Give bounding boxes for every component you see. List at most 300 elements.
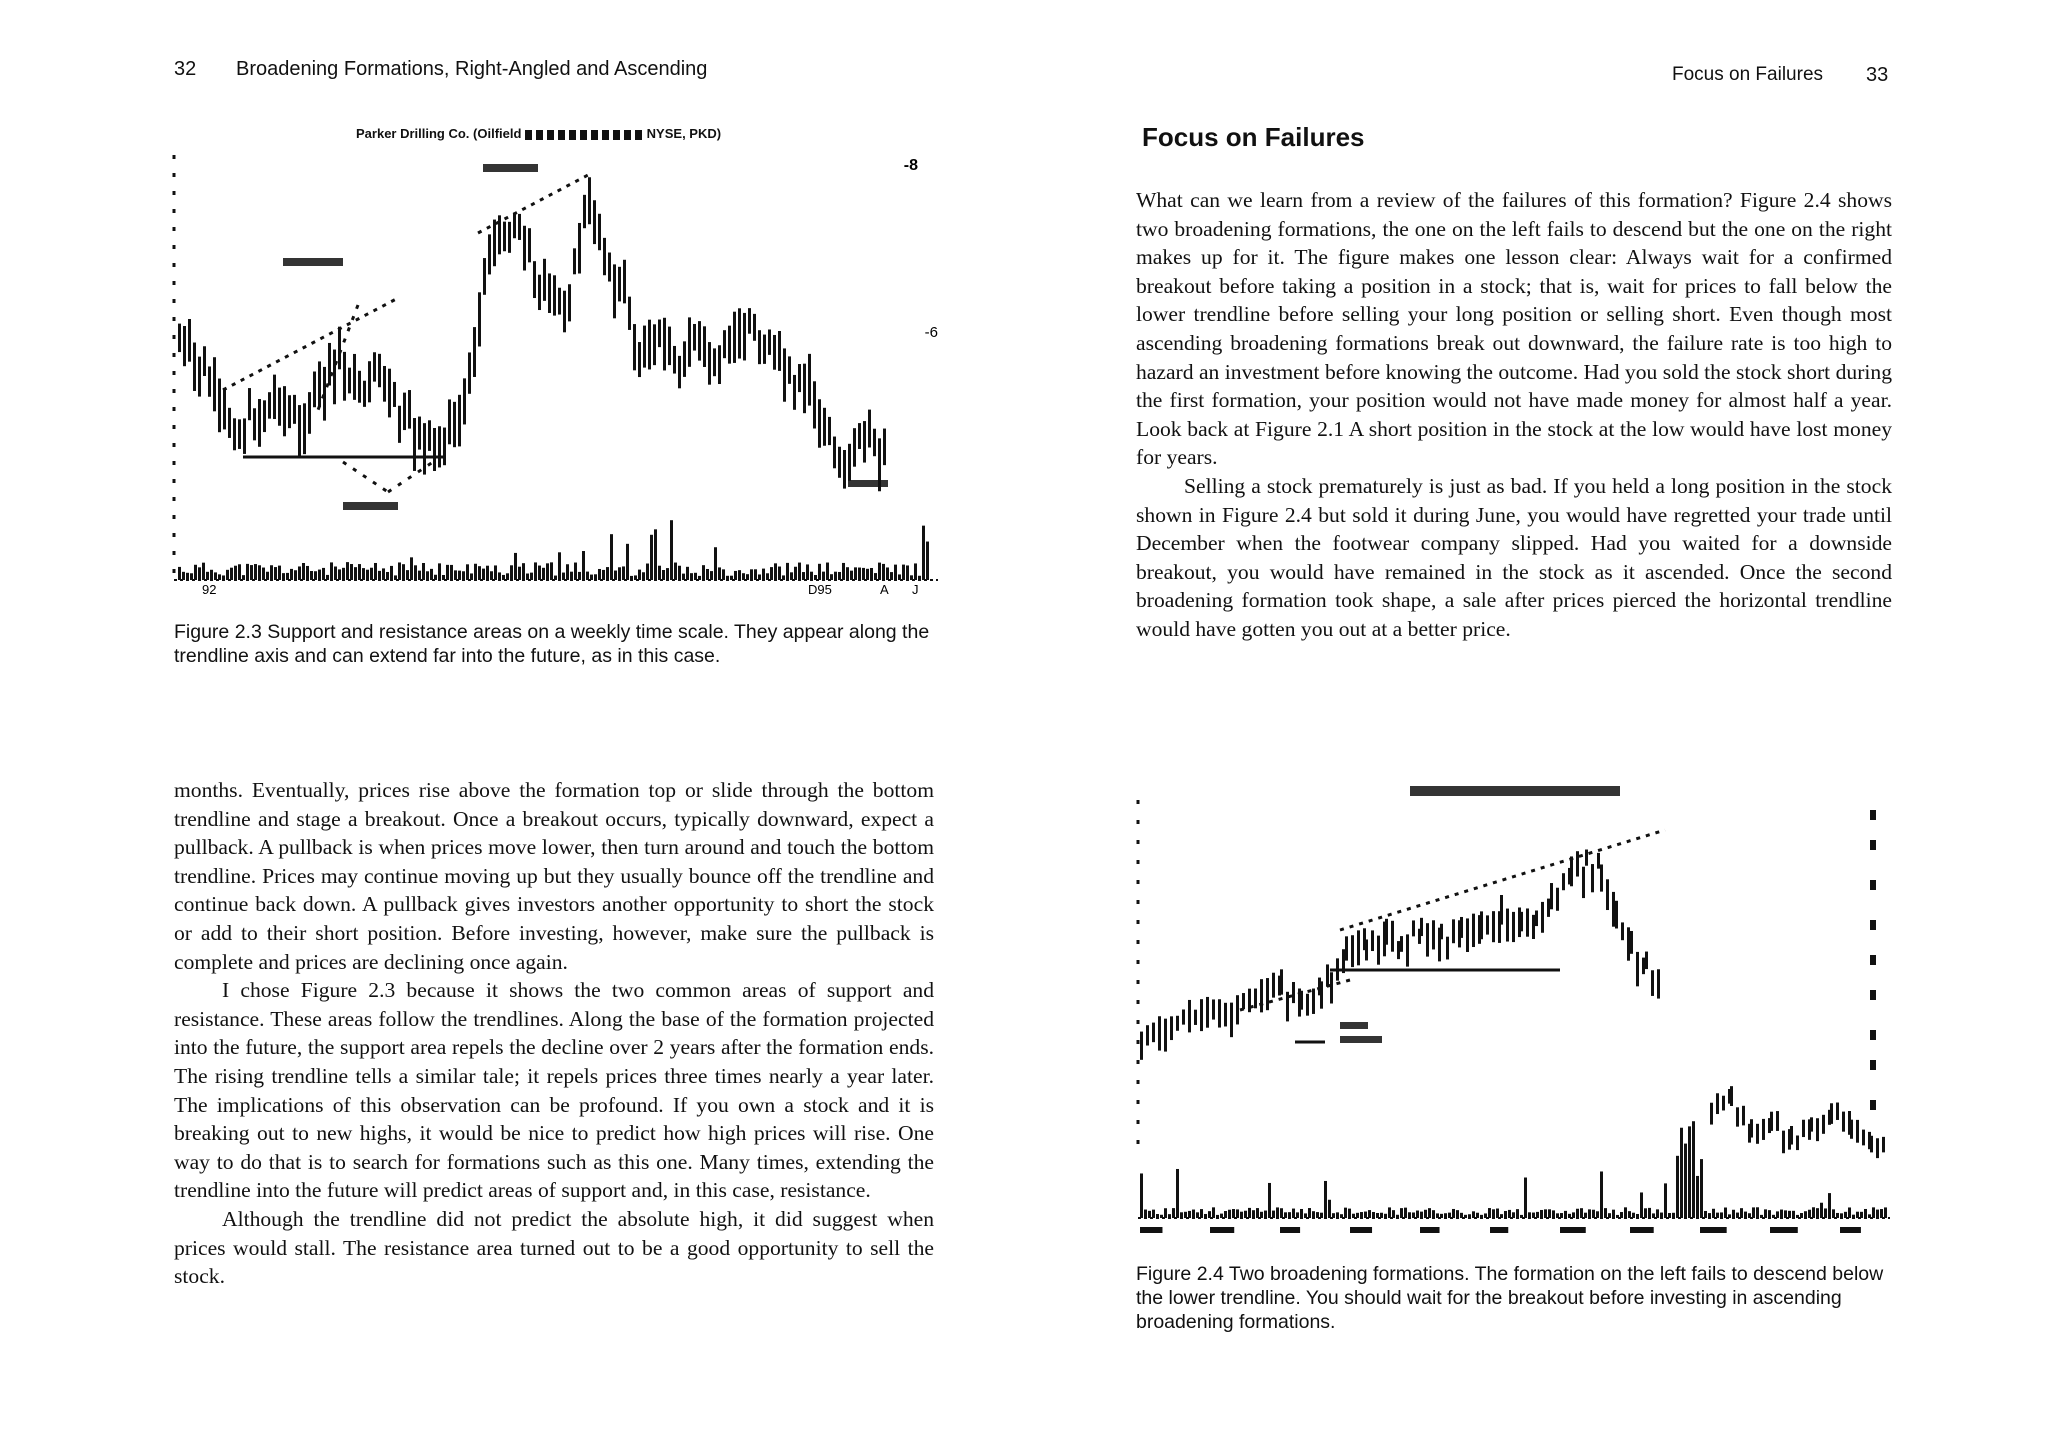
price-bar-2 bbox=[1351, 935, 1354, 967]
price-bar bbox=[588, 177, 591, 224]
volume-bar bbox=[922, 526, 925, 580]
volume-bar bbox=[546, 563, 549, 580]
volume-bar-2 bbox=[1416, 1211, 1419, 1218]
price-bar-2 bbox=[1272, 973, 1275, 998]
right-body bbox=[1136, 186, 1892, 644]
price-bar bbox=[473, 327, 476, 377]
price-bar bbox=[463, 378, 466, 424]
right-paragraph-2: Selling a stock prematurely is just as bad. If you held a long position in the stock shown in Figure 2.4 but sold it during June, you would have regretted your trade until December when the footwear company slipped. Had you waited for a downside breakout, you would have remained in the stock as it ascended. Once the second broadening formation took shape, a sale after prices pierced the horizontal trendline would have gotten you out at a better price. bbox=[1136, 473, 1892, 641]
price-bar-2b bbox=[1870, 1136, 1873, 1153]
price-bar bbox=[843, 450, 846, 489]
price-bar bbox=[598, 214, 601, 250]
volume-bar-2 bbox=[1432, 1210, 1435, 1218]
volume-bar-2 bbox=[1664, 1183, 1667, 1218]
volume-bar-2 bbox=[1140, 1173, 1143, 1218]
price-bar bbox=[378, 354, 381, 387]
volume-bar-2 bbox=[1756, 1207, 1759, 1218]
volume-bar bbox=[454, 570, 457, 580]
volume-bar-2 bbox=[1684, 1144, 1687, 1218]
volume-bar bbox=[262, 568, 265, 580]
price-bar bbox=[788, 356, 791, 383]
price-bar bbox=[458, 395, 461, 447]
price-bar bbox=[798, 364, 801, 392]
price-bar bbox=[738, 308, 741, 358]
price-bar bbox=[778, 331, 781, 371]
price-bar-2b bbox=[1762, 1119, 1765, 1140]
volume-bar-2 bbox=[1676, 1156, 1679, 1218]
price-bar bbox=[188, 319, 191, 362]
price-bar-2 bbox=[1651, 970, 1654, 996]
x-label-smudge bbox=[1350, 1227, 1372, 1233]
price-bar bbox=[313, 372, 316, 408]
volume-bar bbox=[890, 572, 893, 580]
right-running-head: Focus on Failures bbox=[1672, 64, 1824, 85]
volume-bar bbox=[414, 565, 417, 580]
price-bar bbox=[568, 284, 571, 321]
volume-bar bbox=[762, 569, 765, 580]
volume-bar-2 bbox=[1244, 1211, 1247, 1218]
price-bar-2 bbox=[1645, 952, 1648, 970]
price-bar-2 bbox=[1242, 993, 1245, 1009]
price-bar bbox=[838, 447, 841, 478]
volume-bar bbox=[622, 566, 625, 580]
price-bar bbox=[573, 248, 576, 274]
volume-bar bbox=[846, 567, 849, 580]
price-bar-2 bbox=[1426, 923, 1429, 956]
price-bar-2b bbox=[1750, 1119, 1753, 1137]
price-bar bbox=[518, 214, 521, 240]
volume-bar bbox=[886, 567, 889, 580]
volume-bar bbox=[426, 571, 429, 580]
price-bar-2 bbox=[1152, 1023, 1155, 1043]
volume-bar-2 bbox=[1472, 1211, 1475, 1218]
volume-bar-2 bbox=[1648, 1208, 1651, 1218]
volume-bar-2 bbox=[1280, 1208, 1283, 1218]
volume-bar bbox=[306, 566, 309, 580]
price-bar bbox=[678, 356, 681, 388]
price-bar bbox=[563, 291, 566, 333]
price-bar-2b bbox=[1730, 1086, 1733, 1106]
price-bar-2 bbox=[1406, 934, 1409, 966]
price-bar bbox=[333, 350, 336, 405]
right-tick bbox=[1870, 990, 1876, 1000]
volume-bar-2 bbox=[1812, 1207, 1815, 1218]
volume-bar-2 bbox=[1656, 1209, 1659, 1218]
price-bar-2 bbox=[1535, 911, 1538, 927]
price-bar-2 bbox=[1472, 914, 1475, 947]
right-tick bbox=[1870, 880, 1876, 890]
price-bar-2b bbox=[1790, 1126, 1793, 1145]
volume-bar bbox=[874, 573, 877, 580]
volume-bar-2 bbox=[1276, 1207, 1279, 1218]
price-bar bbox=[828, 417, 831, 445]
volume-bar bbox=[190, 573, 193, 580]
price-bar-2 bbox=[1612, 892, 1615, 927]
volume-bar bbox=[602, 570, 605, 580]
price-bar bbox=[353, 354, 356, 400]
price-bars-2 bbox=[1140, 850, 1885, 1159]
left-page-number: 32 bbox=[174, 58, 197, 80]
figure-2-4-title-smudge bbox=[1410, 786, 1620, 796]
price-bar bbox=[753, 314, 756, 341]
price-bar-2b bbox=[1850, 1120, 1853, 1139]
price-bar bbox=[733, 312, 736, 363]
x-axis-labels-smudged bbox=[1140, 1227, 1861, 1233]
volume-bar-2 bbox=[1880, 1209, 1883, 1218]
price-bar-2 bbox=[1182, 1009, 1185, 1024]
volume-bar bbox=[298, 566, 301, 580]
price-bar bbox=[243, 418, 246, 454]
volume-bar bbox=[278, 566, 281, 580]
volume-bar-2 bbox=[1768, 1210, 1771, 1218]
volume-bar bbox=[314, 571, 317, 580]
price-bar bbox=[863, 421, 866, 462]
volume-bar bbox=[818, 564, 821, 580]
volume-bar bbox=[542, 568, 545, 580]
price-bar bbox=[538, 275, 541, 310]
price-bar-2 bbox=[1440, 924, 1443, 939]
price-bar bbox=[793, 375, 796, 410]
volume-bar bbox=[870, 568, 873, 580]
price-bar bbox=[533, 261, 536, 298]
volume-bar-2 bbox=[1848, 1207, 1851, 1218]
price-bar-2 bbox=[1512, 912, 1515, 942]
price-bar-2b bbox=[1876, 1138, 1879, 1158]
price-bar-2 bbox=[1306, 994, 1309, 1016]
price-bar-2 bbox=[1230, 1003, 1233, 1038]
price-bar bbox=[728, 326, 731, 364]
left-paragraph-1: months. Eventually, prices rise above the formation top or slide through the bottom trendline and stage a breakout. Once a breakout occurs, typically downward, expect a pullback. A pullback is when prices move lower, then turn around and touch the bottom trendline. Prices may continue moving up but they usually bounce off the trendline and continue back down. A pullback gives investors another opportunity to short the stock or add to their short position. Before investing, however, make sure the pullback is complete and prices are declining once again. bbox=[174, 778, 934, 974]
volume-bar bbox=[446, 565, 449, 580]
price-bar bbox=[613, 264, 616, 318]
volume-bar bbox=[790, 572, 793, 580]
price-bar-2 bbox=[1585, 850, 1588, 866]
axis-label-top: -8 bbox=[903, 157, 918, 174]
price-bar bbox=[638, 342, 641, 377]
price-bar bbox=[783, 348, 786, 401]
price-bar-2 bbox=[1218, 999, 1221, 1027]
price-bar bbox=[823, 408, 826, 446]
price-bar-2b bbox=[1856, 1120, 1859, 1143]
price-bar bbox=[338, 327, 341, 370]
price-bar-2 bbox=[1630, 931, 1633, 954]
volume-bar bbox=[770, 567, 773, 580]
price-bar bbox=[528, 228, 531, 262]
price-bar bbox=[248, 388, 251, 420]
price-bar bbox=[808, 354, 811, 406]
volume-bar bbox=[882, 564, 885, 580]
price-bar bbox=[873, 429, 876, 457]
volume-bar-2 bbox=[1828, 1193, 1831, 1218]
volume-bar-2 bbox=[1308, 1208, 1311, 1218]
price-bar-2 bbox=[1550, 883, 1553, 909]
volume-bar bbox=[382, 568, 385, 580]
figure-2-4-chart bbox=[1130, 770, 1900, 1240]
volume-bar bbox=[398, 562, 401, 580]
volume-bar bbox=[618, 567, 621, 580]
volume-bar-2 bbox=[1712, 1209, 1715, 1218]
volume-bar bbox=[338, 569, 341, 580]
volume-bar bbox=[294, 570, 297, 580]
volume-bar bbox=[802, 572, 805, 580]
price-bar bbox=[373, 352, 376, 381]
price-bar-2 bbox=[1280, 969, 1283, 994]
price-bar bbox=[258, 399, 261, 447]
price-bar-2 bbox=[1260, 979, 1263, 1012]
price-bar bbox=[558, 288, 561, 315]
volume-bar-2 bbox=[1256, 1208, 1259, 1218]
price-bar-2 bbox=[1420, 918, 1423, 936]
price-bar bbox=[523, 226, 526, 271]
price-bar-2 bbox=[1526, 908, 1529, 936]
price-bar-2 bbox=[1188, 1000, 1191, 1032]
price-bar bbox=[183, 326, 186, 366]
price-bar-2b bbox=[1802, 1120, 1805, 1137]
volume-bar bbox=[598, 569, 601, 580]
volume-bar-2 bbox=[1200, 1209, 1203, 1218]
price-bar bbox=[818, 399, 821, 447]
price-bar bbox=[233, 418, 236, 450]
right-tick bbox=[1870, 955, 1876, 965]
price-bar-2 bbox=[1397, 941, 1400, 959]
volume-bar bbox=[834, 572, 837, 580]
volume-bar bbox=[386, 572, 389, 580]
volume-bar bbox=[374, 563, 377, 580]
price-bar bbox=[553, 275, 556, 315]
volume-bar bbox=[250, 565, 253, 580]
price-bar bbox=[408, 390, 411, 429]
volume-bar bbox=[578, 572, 581, 580]
volume-bar bbox=[562, 573, 565, 580]
price-bar bbox=[673, 346, 676, 374]
price-bar bbox=[848, 444, 851, 481]
price-bar bbox=[433, 428, 436, 471]
volume-bar bbox=[866, 569, 869, 580]
price-bar-2b bbox=[1810, 1117, 1813, 1131]
price-bar-2 bbox=[1432, 920, 1435, 949]
price-bar bbox=[368, 361, 371, 402]
price-bar-2b bbox=[1716, 1093, 1719, 1114]
price-bar bbox=[213, 357, 216, 411]
volume-bar bbox=[186, 573, 189, 580]
volume-bar-2 bbox=[1640, 1192, 1643, 1218]
volume-bar-2 bbox=[1348, 1209, 1351, 1218]
volume-bar-2 bbox=[1392, 1210, 1395, 1218]
volume-bar bbox=[766, 573, 769, 580]
price-bar bbox=[263, 400, 266, 432]
volume-bar bbox=[354, 567, 357, 580]
volume-bar bbox=[706, 569, 709, 580]
price-bar bbox=[488, 234, 491, 274]
price-bar-2b bbox=[1736, 1107, 1739, 1126]
volume-bar bbox=[714, 547, 717, 580]
volume-bar bbox=[534, 562, 537, 580]
price-bar bbox=[868, 410, 871, 448]
volume-bar bbox=[478, 566, 481, 580]
left-body bbox=[174, 776, 934, 1291]
left-paragraph-3: Although the trendline did not predict the absolute high, it did suggest when prices would stall. The resistance area turned out to be a good opportunity to sell the stock. bbox=[174, 1206, 934, 1289]
volume-bar bbox=[290, 569, 293, 580]
right-paragraph-1: What can we learn from a review of the failures of this formation? Figure 2.4 shows two broadening formations, the one on the left fails to descend but the one on the right makes up for it. The figure makes one lesson clear: Always wait for a confirmed breakout before taking a position in a stock; that is, wait for prices to fall below the lower trendline before selling your long position or selling short. Even though most ascending broadening formations break out downward, the failure rate is too high to hazard an investment before knowing the outcome. Had you sold the stock short during the first formation, your position would not have made money for almost half a year. Look back at Figure 2.1 A short position in the stock at the low would have lost money for years. bbox=[1136, 188, 1892, 470]
volume-bar-2 bbox=[1312, 1211, 1315, 1218]
volume-bar bbox=[466, 564, 469, 580]
price-bar-2 bbox=[1562, 873, 1565, 890]
price-bar bbox=[668, 327, 671, 365]
volume-bar bbox=[378, 571, 381, 580]
price-bar-2b bbox=[1822, 1115, 1825, 1134]
volume-bar bbox=[606, 567, 609, 580]
price-bar-2b bbox=[1782, 1131, 1785, 1154]
volume-bar bbox=[862, 568, 865, 580]
volume-bar-2 bbox=[1192, 1210, 1195, 1218]
volume-bar bbox=[330, 562, 333, 580]
volume-bar bbox=[914, 563, 917, 580]
volume-bar bbox=[246, 564, 249, 580]
volume-bar bbox=[742, 573, 745, 580]
price-bar bbox=[693, 324, 696, 351]
price-bar-2b bbox=[1722, 1096, 1725, 1111]
price-bar bbox=[593, 200, 596, 244]
price-bar-2 bbox=[1365, 939, 1368, 960]
axis-label-middle: -6 bbox=[924, 324, 938, 341]
price-bar bbox=[748, 308, 751, 334]
volume-bar-2 bbox=[1228, 1210, 1231, 1218]
failure-annotation-smudge-2 bbox=[1340, 1036, 1382, 1043]
volume-bar bbox=[586, 572, 589, 580]
price-bar-2b bbox=[1882, 1137, 1885, 1153]
price-bar-2 bbox=[1371, 930, 1374, 951]
volume-bar-2 bbox=[1368, 1210, 1371, 1218]
volume-bar bbox=[238, 564, 241, 580]
volume-bar bbox=[510, 565, 513, 580]
price-bar bbox=[268, 392, 271, 418]
volume-bar bbox=[230, 568, 233, 580]
volume-bar bbox=[642, 572, 645, 580]
volume-bar bbox=[198, 567, 201, 580]
volume-bar-2 bbox=[1792, 1211, 1795, 1218]
price-bar bbox=[883, 429, 886, 466]
section-heading: Focus on Failures bbox=[1142, 122, 1365, 152]
price-bar-2 bbox=[1170, 1016, 1173, 1040]
volume-bar-2 bbox=[1176, 1169, 1179, 1218]
volume-bar bbox=[494, 565, 497, 580]
volume-bar bbox=[194, 565, 197, 580]
volume-bar bbox=[798, 563, 801, 580]
volume-bar bbox=[878, 563, 881, 580]
volume-bar bbox=[202, 563, 205, 580]
price-bar bbox=[813, 381, 816, 428]
volume-bar bbox=[662, 570, 665, 580]
volume-bar-2 bbox=[1704, 1211, 1707, 1218]
volume-bar bbox=[822, 572, 825, 580]
right-tick bbox=[1870, 920, 1876, 930]
volume-bar-2 bbox=[1872, 1207, 1875, 1218]
figure-2-3-title-suffix: NYSE, PKD) bbox=[646, 126, 722, 141]
price-bar bbox=[403, 393, 406, 430]
price-bar-2 bbox=[1466, 918, 1469, 952]
price-bar bbox=[323, 367, 326, 421]
volume-bar-2 bbox=[1404, 1208, 1407, 1218]
price-bar-2 bbox=[1224, 1003, 1227, 1027]
figure-2-4-svg bbox=[1130, 770, 1900, 1240]
right-tick bbox=[1870, 1060, 1876, 1070]
price-bar bbox=[758, 330, 761, 364]
figure-2-3-title-prefix: Parker Drilling Co. (Oilfield bbox=[356, 126, 522, 141]
price-bar-2 bbox=[1556, 888, 1559, 911]
volume-bar-2 bbox=[1548, 1209, 1551, 1218]
volume-bar-2 bbox=[1680, 1128, 1683, 1218]
failure-annotation-smudge-1 bbox=[1340, 1022, 1368, 1029]
price-bar-2 bbox=[1657, 969, 1660, 998]
price-bar bbox=[663, 318, 666, 371]
price-bar bbox=[308, 392, 311, 434]
price-bar bbox=[773, 335, 776, 370]
volume-bar-2 bbox=[1764, 1209, 1767, 1218]
volume-bar-2 bbox=[1224, 1211, 1227, 1218]
price-bar bbox=[853, 428, 856, 467]
right-page-number: 33 bbox=[1866, 64, 1889, 86]
left-paragraph-2: I chose Figure 2.3 because it shows the two common areas of support and resistance. These areas follow the trendlines. Along the base of the formation projected into the future, the support area repels the decline over 2 years after the formation ends. The rising trendline tells a similar tale; it repels prices three times nearly a year later. The implications of this observation can be profound. If you own a stock and it is breaking out to new highs, it would be nice to predict how high prices will rise. One way to do that is to search for formations such as this one. Many times, extending the trendline into the future will predict areas of support and, in this case, resistance. bbox=[174, 978, 934, 1203]
price-bar-2 bbox=[1547, 899, 1550, 917]
left-running-head: Broadening Formations, Right-Angled and Ascending bbox=[236, 58, 708, 80]
price-bar bbox=[478, 292, 481, 346]
price-bar bbox=[618, 267, 621, 302]
price-bar-2 bbox=[1500, 895, 1503, 925]
volume-bar bbox=[610, 534, 613, 580]
volume-bar bbox=[178, 567, 181, 580]
price-bar-2 bbox=[1158, 1016, 1161, 1050]
volume-bar-2 bbox=[1508, 1210, 1511, 1218]
volume-bar-2 bbox=[1212, 1207, 1215, 1218]
price-bar bbox=[358, 371, 361, 403]
volume-bar-2 bbox=[1624, 1207, 1627, 1218]
volume-bar bbox=[754, 569, 757, 580]
volume-bar bbox=[462, 571, 465, 580]
price-bar-2 bbox=[1140, 1032, 1143, 1060]
price-bar bbox=[343, 352, 346, 401]
volume-bar bbox=[718, 567, 721, 580]
price-bar-2 bbox=[1357, 930, 1360, 965]
price-bar-2 bbox=[1391, 921, 1394, 952]
volume-bar-2 bbox=[1600, 1171, 1603, 1218]
volume-bar bbox=[614, 571, 617, 580]
x-label-smudge bbox=[1630, 1227, 1654, 1233]
price-bar-2 bbox=[1532, 915, 1535, 939]
volume-bar-2 bbox=[1544, 1209, 1547, 1218]
volume-bar bbox=[926, 542, 929, 580]
price-bar bbox=[703, 326, 706, 367]
volume-bar-2 bbox=[1832, 1209, 1835, 1218]
x-label-smudge bbox=[1210, 1227, 1234, 1233]
volume-bar-2 bbox=[1248, 1208, 1251, 1218]
volume-bar bbox=[690, 573, 693, 580]
volume-bar-2 bbox=[1780, 1210, 1783, 1218]
x-label-92: 92 bbox=[202, 582, 217, 597]
price-bar-2 bbox=[1176, 1016, 1179, 1031]
price-bar-2 bbox=[1480, 911, 1483, 939]
price-bar bbox=[583, 195, 586, 228]
volume-bar-2 bbox=[1516, 1209, 1519, 1218]
price-bar-2b bbox=[1836, 1103, 1839, 1120]
price-bar bbox=[288, 395, 291, 428]
right-tick bbox=[1870, 1100, 1876, 1110]
price-bar bbox=[198, 357, 201, 397]
volume-bar-2 bbox=[1604, 1208, 1607, 1218]
figure-2-3-chart bbox=[168, 140, 948, 600]
volume-bar bbox=[566, 564, 569, 580]
volume-bar bbox=[906, 565, 909, 580]
price-bar bbox=[318, 361, 321, 407]
